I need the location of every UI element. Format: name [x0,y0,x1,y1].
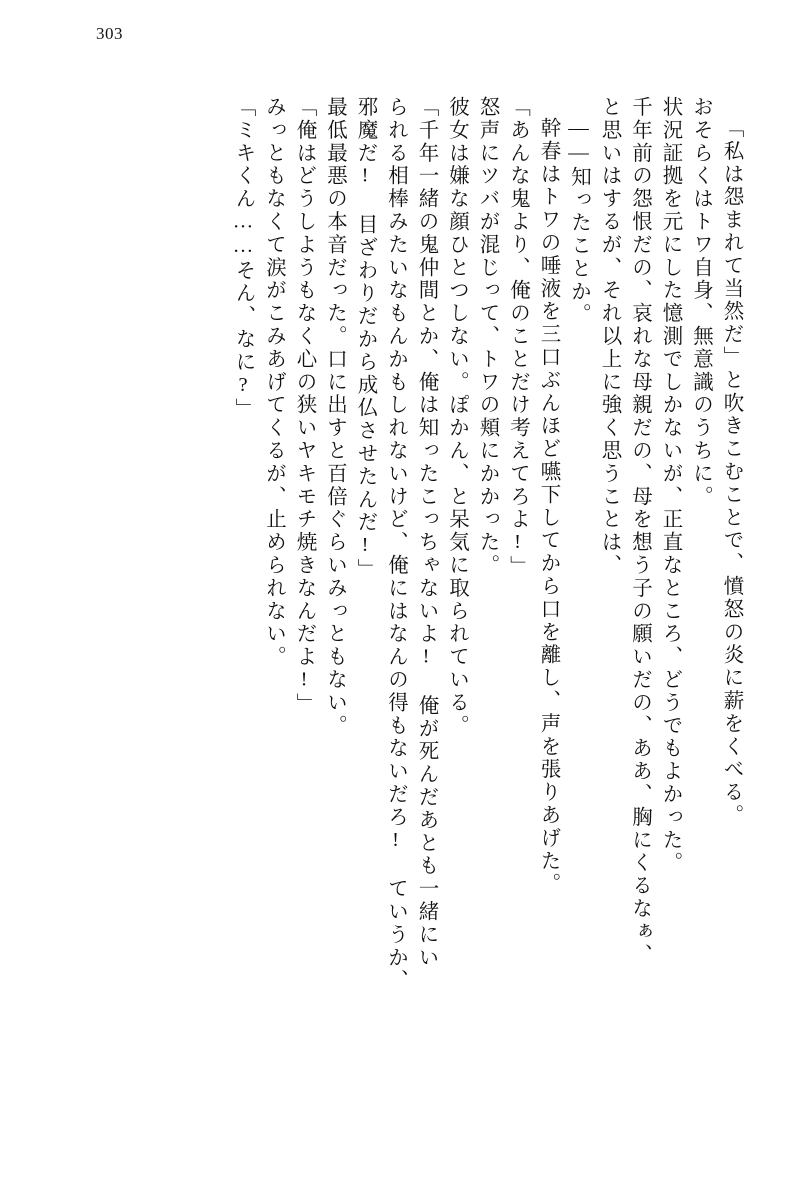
text-line: 「私は怨まれて当然だ」と吹きこむことで、憤怒の炎に薪をくべる。 [720,117,742,827]
text-line: 邪魔だ! 目ざわりだから成仏させたんだ!」 [354,96,376,582]
page-number: 303 [96,24,123,43]
text-line: 「千年一緒の鬼仲間とか、俺は知ったこっちゃないよ! 俺が死んだあとも一緒にい [415,96,437,970]
text-line: 「俺はどうしようもなく心の狭いヤキモチ焼きなんだよ!」 [293,96,315,716]
text-line: 怒声にツバが混じって、トワの頬にかかった。 [476,96,498,577]
text-line: 彼女は嫌な顔ひとつしない。ぽかん、と呆気に取られている。 [445,96,468,738]
text-line: られる相棒みたいなもんかもしれないけど、俺にはなんの得もないだろ! ていうか、 [384,96,407,993]
text-line: と思いはするが、それ以上に強く思うことは、 [598,96,620,577]
text-line: 「ミキくん……そん、なに?」 [232,96,254,422]
text-line: 千年前の怨恨だの、哀れな母親だの、母を想う子の願いだの、ああ、胸にくるなぁ、 [628,96,651,967]
text-line: みっともなくて涙がこみあげてくるが、止められない。 [262,96,285,669]
text-line: おそらくはトワ自身、無意識のうちに。 [689,96,712,509]
text-line: 「あんな鬼より、俺のことだけ考えてろよ!」 [506,96,529,579]
text-line: ――知ったことか。 [567,117,590,327]
text-line: 状況証拠を元にした憶測でしかないが、正直なところ、どうでもよかった。 [659,96,681,875]
text-line: 最低最悪の本音だった。口に出すと百倍ぐらいみっともない。 [323,96,346,738]
text-line: 幹春はトワの唾液を三口ぶんほど嚥下してから口を離し、声を張りあげた。 [537,117,559,896]
body-text-block [54,96,746,1130]
